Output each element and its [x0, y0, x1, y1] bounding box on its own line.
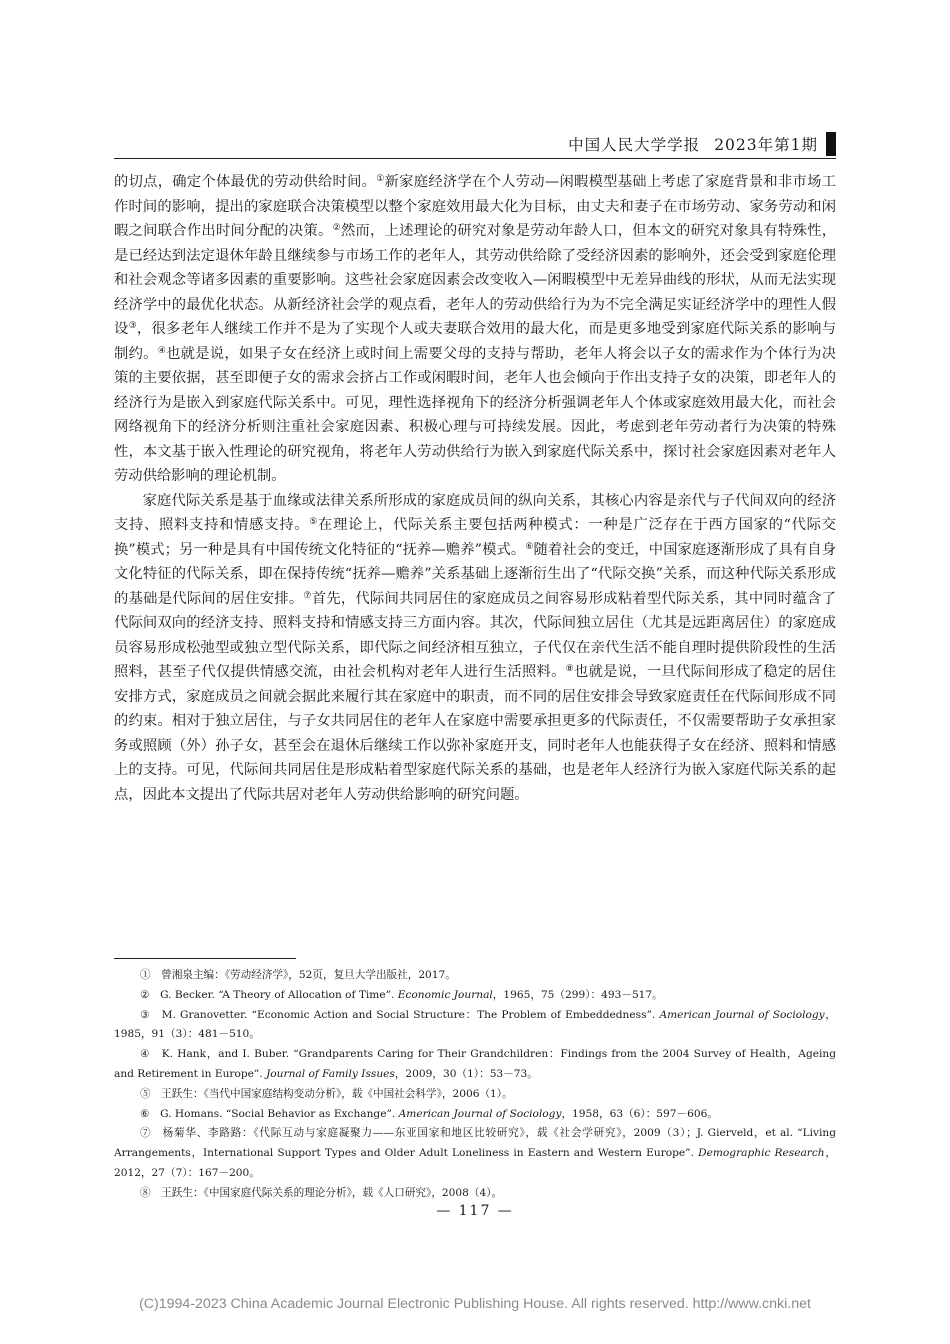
- footnote-marker: ⑥: [525, 541, 534, 552]
- journal-name: 中国人民大学学报: [568, 136, 701, 154]
- journal-title: American Journal of Sociology: [659, 1008, 825, 1021]
- footnotes: [114, 966, 836, 1204]
- footnote: ② G. Becker. “A Theory of Allocation of Time”. Economic Journal，1965，75（299）：493－517。: [140, 988, 663, 1001]
- journal-title: American Journal of Sociology: [398, 1107, 562, 1120]
- header-rule: [114, 158, 836, 159]
- footnote-marker: ⑧: [565, 664, 575, 674]
- footnote: ⑦ 杨菊华、李路路：《代际互动与家庭凝聚力——东亚国家和地区比较研究》，载《社会学研究》，2009（3）；J. Gierveld，et al. “Living Arrangements，International Support Types and Older Adult Loneliness in Eastern and Western Europe”. Demographic Research，2012，27（7）：167－200。: [114, 1127, 837, 1179]
- page-number: — 117 —: [436, 1203, 514, 1219]
- running-header: [114, 132, 836, 156]
- footnote-marker: ①: [376, 174, 385, 184]
- journal-title: Economic Journal: [397, 988, 493, 1001]
- paragraph-2: 家庭代际关系是基于血缘或法律关系所形成的家庭成员间的纵向关系，其核心内容是亲代与子代间双向的经济支持、照料支持和情感支持。⑤在理论上，代际关系主要包括两种模式：一种是广泛存在于西方国家的“代际交换”模式；另一种是具有中国传统文化特征的“抚养—赡养”模式。⑥随着社会的变迁，中国家庭逐渐形成了具有自身文化特征的代际关系，即在保持传统“抚养—赡养”关系基础上逐渐衍生出了“代际交换”关系，而这种代际关系形成的基础是代际间的居住安排。⑦首先，代际间共同居住的家庭成员之间容易形成粘着型代际关系，其中同时蕴含了代际间双向的经济支持、照料支持和情感支持三方面内容。其次，代际间独立居住（尤其是远距离居住）的家庭成员容易形成松弛型或独立型代际关系，即代际之间经济相互独立，子代仅在亲代生活不能自理时提供阶段性的生活照料，甚至子代仅提供情感交流，由社会机构对老年人进行生活照料。⑧也就是说，一旦代际间形成了稳定的居住安排方式，家庭成员之间就会据此来履行其在家庭中的职责，而不同的居住安排会导致家庭责任在代际间形成不同的约束。相对于独立居住，与子女共同居住的老年人在家庭中需要承担更多的代际责任，不仅需要帮助子女承担家务或照顾（外）孙子女，甚至会在退休后继续工作以弥补家庭开支，同时老年人也能获得子女在经济、照料和情感上的支持。可见，代际间共同居住是形成粘着型家庭代际关系的基础，也是老年人经济行为嵌入家庭代际关系的起点，因此本文提出了代际共居对老年人劳动供给影响的研究问题。: [114, 492, 837, 803]
- footnote: ⑥ G. Homans. “Social Behavior as Exchange”. American Journal of Sociology，1958，63（6）：597－606。: [140, 1107, 718, 1120]
- footnote-marker: ⑦: [303, 590, 312, 601]
- footnote: ① 曾湘泉主编：《劳动经济学》，52页，复旦大学出版社，2017。: [140, 969, 456, 981]
- paragraph-1: 的切点，确定个体最优的劳动供给时间。①新家庭经济学在个人劳动—闲暇模型基础上考虑了家庭背景和非市场工作时间的影响，提出的家庭联合决策模型以整个家庭效用最大化为目标，由丈夫和妻子在市场劳动、家务劳动和闲暇之间联合作出时间分配的决策。②然而，上述理论的研究对象是劳动年龄人口，但本文的研究对象具有特殊性，是已经达到法定退休年龄且继续参与市场工作的老年人，其劳动供给除了受经济因素的影响外，还会受到家庭伦理和社会观念等诸多因素的重要影响。这些社会家庭因素会改变收入—闲暇模型中无差异曲线的形状，从而无法实现经济学中的最优化状态。从新经济社会学的观点看，老年人的劳动供给行为为不完全满足实证经济学中的理性人假设③，很多老年人继续工作并不是为了实现个人或夫妻联合效用的最大化，而是更多地受到家庭代际关系的影响与制约。④也就是说，如果子女在经济上或时间上需要父母的支持与帮助，老年人将会以子女的需求作为个体行为决策的主要依据，甚至即便子女的需求会挤占工作或闲暇时间，老年人也会倾向于作出支持子女的决策，即老年人的经济行为是嵌入到家庭代际关系中。可见，理性选择视角下的经济分析强调老年人个体或家庭效用最大化，而社会网络视角下的经济分析则注重社会家庭因素、积极心理与可持续发展。因此，考虑到老年劳动者行为决策的特殊性，本文基于嵌入性理论的研究视角，将老年人劳动供给行为嵌入到家庭代际关系中，探讨社会家庭因素对老年人劳动供给影响的理论机制。: [114, 174, 836, 484]
- footnote-rule: [114, 958, 296, 959]
- footnote-marker: ②: [332, 223, 341, 233]
- footnote-marker: ③: [128, 321, 137, 331]
- header-bar: [826, 132, 836, 156]
- footnote: ④ K. Hank，and I. Buber. “Grandparents Caring for Their Grandchildren：Findings from the 2004 Survey of Health，Ageing and Retirement in Europe”. Journal of Family Issues，2009，30（1）：53－73。: [114, 1048, 836, 1080]
- footnote-marker: ④: [157, 345, 167, 356]
- journal-title: Demographic Research: [698, 1147, 825, 1160]
- footnote: ⑤ 王跃生：《当代中国家庭结构变动分析》，载《中国社会科学》，2006（1）。: [140, 1087, 513, 1100]
- issue-label: 2023年第1期: [714, 136, 818, 154]
- journal-title: Journal of Family Issues: [266, 1067, 395, 1080]
- footnote-marker: ⑤: [309, 517, 319, 527]
- footnote: ⑧ 王跃生：《中国家庭代际关系的理论分析》，载《人口研究》，2008（4）。: [140, 1186, 503, 1199]
- footnote: ③ M. Granovetter. “Economic Action and Social Structure：The Problem of Embeddedness”. American Journal of Sociology，1985，91（3）：481－510。: [114, 1008, 837, 1041]
- body-text: [114, 170, 836, 807]
- copyright-footer: (C)1994-2023 China Academic Journal Electronic Publishing House. All rights reserved. http://www.cnki.net: [139, 1296, 811, 1312]
